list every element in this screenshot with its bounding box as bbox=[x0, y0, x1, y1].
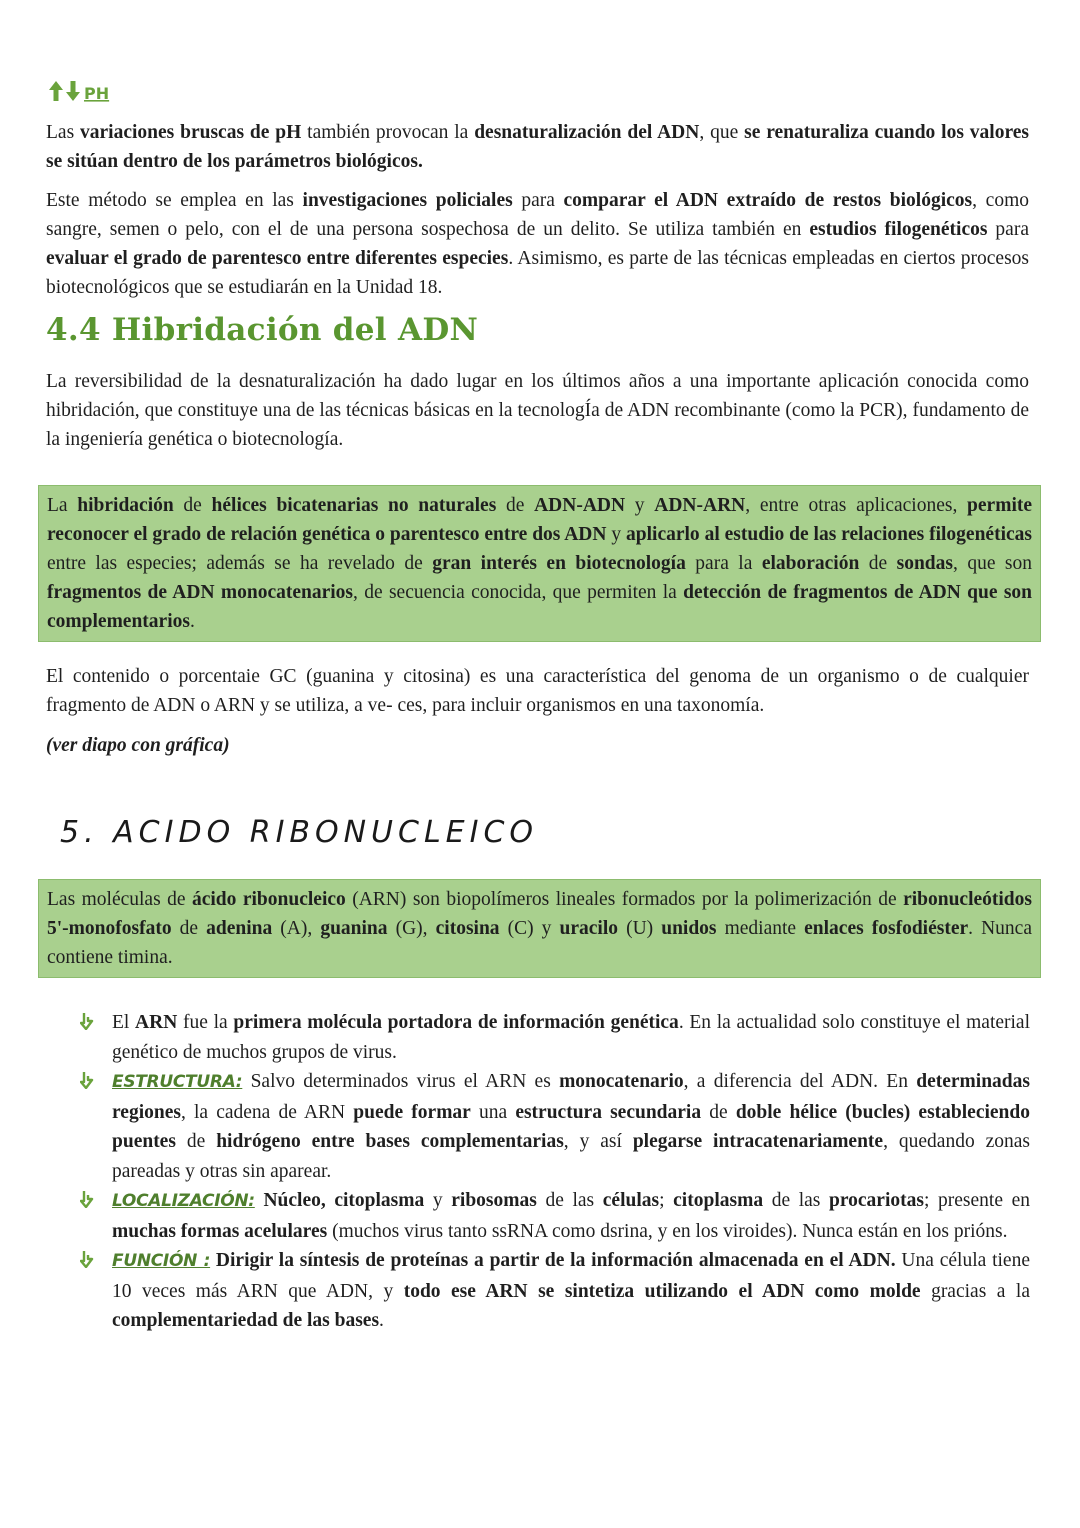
arrow-bullet-icon bbox=[80, 1190, 94, 1208]
arn-bullet-list bbox=[80, 1008, 1030, 1336]
arrow-bullet-icon bbox=[80, 1071, 94, 1089]
list-item: El ARN fue la primera molécula portadora de información genética. En la actualidad solo constituye el material genético de muchos grupos de virus. bbox=[80, 1008, 1030, 1067]
section-heading-hibridacion: 4.4 Hibridación del ADN bbox=[46, 312, 479, 348]
arn-definition-text: Las moléculas de ácido ribonucleico (ARN) son biopolímeros lineales formados por la polimerización de ribonucleótidos 5'-monofosfato de adenina (A), guanina (G), citosina (C) y uracilo (U) unidos mediante enlaces fosfodiéster. Nunca contiene timina. bbox=[47, 889, 1032, 968]
list-item: ESTRUCTURA: Salvo determinados virus el ARN es monocatenario, a diferencia del ADN. En determinadas regiones, la cadena de ARN puede formar una estructura secundaria de doble hélice (bucles) estableciendo puentes de hidrógeno entre bases complementarias, y así plegarse intracatenariamente, quedando zonas pareadas y otras sin aparear. bbox=[80, 1067, 1030, 1186]
method-paragraph: Este método se emplea en las investigaciones policiales para comparar el ADN extraído de restos biológicos, como sangre, semen o pelo, con el de una persona sospechosa de un delito. Se utiliza también en estudios filogenéticos para evaluar el grado de parentesco entre diferentes especies. Asimismo, es parte de las técnicas empleadas en ciertos procesos biotecnológicos que se estudiarán en la Unidad 18. bbox=[46, 190, 1030, 298]
arrow-bullet-icon bbox=[80, 1250, 94, 1268]
gc-content-paragraph: El contenido o porcentaie GC (guanina y citosina) es una característica del genoma de un organismo o de cualquier fragmento de ADN o ARN y se utiliza, a ve- ces, para incluir organismos en una taxonomía. bbox=[46, 666, 1029, 716]
list-item: FUNCIÓN : Dirigir la síntesis de proteínas a partir de la información almacenada en el ADN. Una célula tiene 10 veces más ARN que ADN, y todo ese ARN se sintetiza utilizando el ADN como molde gracias a la complementariedad de las bases. bbox=[80, 1246, 1030, 1336]
ph-icon-label: PH bbox=[84, 84, 110, 103]
arn-definition-box bbox=[38, 879, 1041, 978]
arrow-bullet-icon bbox=[80, 1012, 94, 1030]
see-slide-note: (ver diapo con gráfica) bbox=[46, 735, 230, 756]
hibridacion-box-text: La hibridación de hélices bicatenarias no naturales de ADN-ADN y ADN-ARN, entre otras aplicaciones, permite reconocer el grado de relación genética o parentesco entre dos ADN y aplicarlo al estudio de las relaciones filogenéticas entre las especies; además se ha revelado de gran interés en biotecnología para la elaboración de sondas, que son fragmentos de ADN monocatenarios, de secuencia conocida, que permiten la detección de fragmentos de ADN que son complementarios. bbox=[47, 495, 1033, 632]
handwritten-section-title bbox=[60, 806, 760, 856]
estructura-label: ESTRUCTURA: bbox=[112, 1072, 243, 1092]
hibridacion-intro-paragraph: La reversibilidad de la desnaturalización ha dado lugar en los últimos años a una importante aplicación conocida como hibridación, que constituye una de las técnicas básicas en la tecnologÍa de ADN recombinante (como la PCR), fundamento de la ingeniería genética o biotecnología. bbox=[46, 371, 1029, 450]
ph-arrows-icon bbox=[46, 78, 126, 104]
hibridacion-highlight-box bbox=[38, 485, 1041, 642]
ph-paragraph: Las variaciones bruscas de pH también provocan la desnaturalización del ADN, que se renaturaliza cuando los valores se sitúan dentro de los parámetros biológicos. bbox=[46, 122, 1029, 172]
funcion-label: FUNCIÓN : bbox=[112, 1251, 211, 1271]
list-item: LOCALIZACIÓN: Núcleo, citoplasma y ribosomas de las células; citoplasma de las procariotas; presente en muchas formas acelulares (muchos virus tanto ssRNA como dsrina, y en los viroides). Nunca están en los prións. bbox=[80, 1186, 1030, 1246]
handwritten-title-text: 5. ACIDO RIBONUCLEICO bbox=[60, 815, 539, 850]
localizacion-label: LOCALIZACIÓN: bbox=[112, 1191, 255, 1211]
